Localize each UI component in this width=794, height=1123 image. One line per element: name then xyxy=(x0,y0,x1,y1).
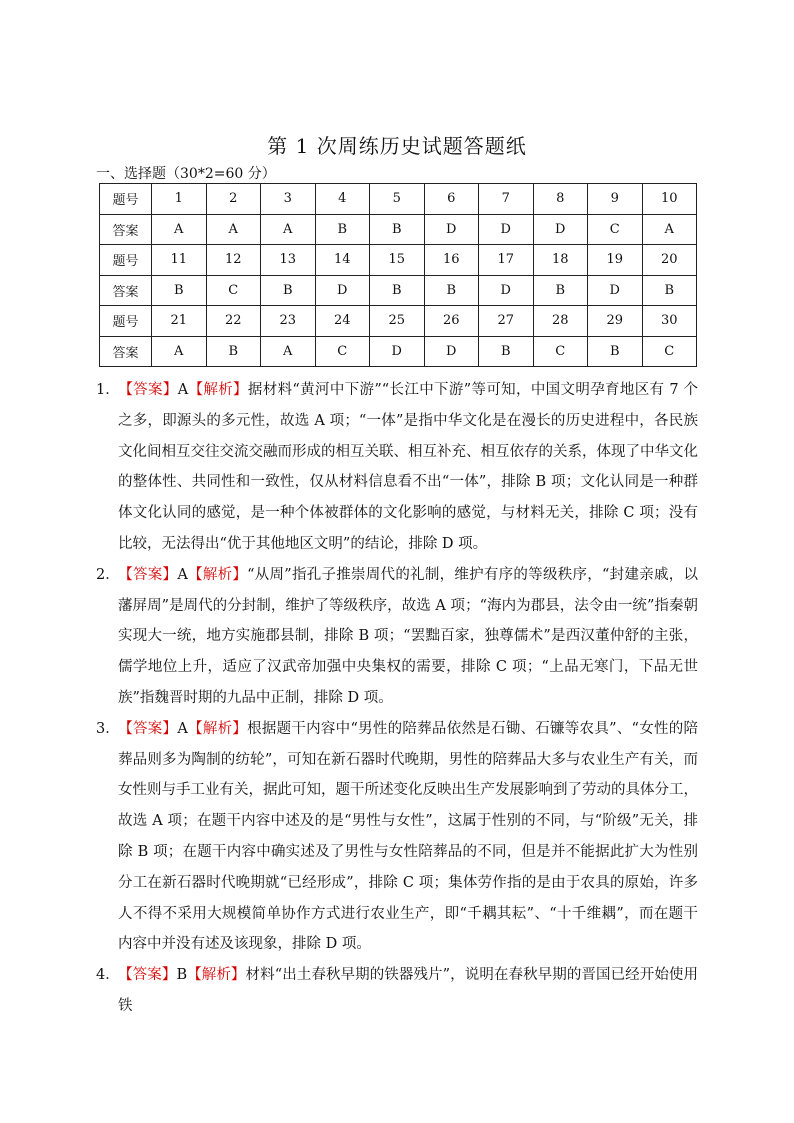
question-number-cell: 22 xyxy=(206,306,261,337)
answer-cell: C xyxy=(642,336,697,367)
answer-tag: 【答案】 xyxy=(118,566,178,583)
answer-cell: D xyxy=(533,214,588,245)
question-number-cell: 13 xyxy=(261,245,316,276)
question-number-cell: 19 xyxy=(588,245,643,276)
question-number-cell: 11 xyxy=(152,245,207,276)
answer-row xyxy=(100,336,697,367)
question-number-cell: 5 xyxy=(370,184,425,215)
analysis-tag: 【解析】 xyxy=(187,967,246,984)
question-number-cell: 12 xyxy=(206,245,261,276)
question-number-cell: 23 xyxy=(261,306,316,337)
answer-cell: C xyxy=(588,214,643,245)
explanation-text: 根据题干内容中“男性的陪葬品依然是石锄、石镰等农具”、“女性的陪葬品则多为陶制的纺轮”，可知在新石器时代晚期，男性的陪葬品大多与农业生产有关，而女性则与手工业有关，据此可知，题干所述变化反映出生产发展影响到了劳动的具体分工，故选 A 项；在题干内容中述及的是“男性与女性”，这属于性别的不同，与“阶级”无关，排除 B 项；在题干内容中确实述及了男性与女性陪葬品的不同，但是并不能据此扩大为性别分工在新石器时代晚期就“已经形成”，排除 C 项；集体劳作指的是由于农具的原始，许多人不得不采用大规模简单协作方式进行农业生产，即“千耦其耘”、“十千维耦”，而在题干内容中并没有述及该现象，排除 D 项。 xyxy=(118,720,698,953)
answer-cell: B xyxy=(479,336,534,367)
answer-row-header: 答案 xyxy=(100,275,152,306)
question-number-cell: 15 xyxy=(370,245,425,276)
question-number-cell: 16 xyxy=(424,245,479,276)
explanation-item xyxy=(96,960,698,1022)
answer-cell: D xyxy=(479,275,534,306)
answer-cell: B xyxy=(533,275,588,306)
answer-cell: A xyxy=(261,336,316,367)
answer-row-header: 答案 xyxy=(100,336,152,367)
question-number-cell: 2 xyxy=(206,184,261,215)
answer-cell: B xyxy=(642,275,697,306)
answer-cell: A xyxy=(152,336,207,367)
question-number-cell: 14 xyxy=(315,245,370,276)
question-number-cell: 27 xyxy=(479,306,534,337)
number-row xyxy=(100,245,697,276)
question-number: 3． xyxy=(96,720,120,737)
answer-cell: B xyxy=(370,214,425,245)
question-number-cell: 17 xyxy=(479,245,534,276)
answer-cell: B xyxy=(424,275,479,306)
answer-cell: B xyxy=(588,336,643,367)
explanation-item xyxy=(96,560,698,714)
question-number-cell: 30 xyxy=(642,306,697,337)
question-number-cell: 4 xyxy=(315,184,370,215)
explanations xyxy=(96,375,698,1022)
question-number-cell: 8 xyxy=(533,184,588,215)
page-title: 第 1 次周练历史试题答题纸 xyxy=(267,134,527,158)
answer-cell: A xyxy=(642,214,697,245)
answer-cell: D xyxy=(479,214,534,245)
answer-cell: D xyxy=(424,214,479,245)
answer-cell: C xyxy=(315,336,370,367)
answer-tag: 【答案】 xyxy=(118,720,178,737)
question-number-cell: 21 xyxy=(152,306,207,337)
answer-cell: A xyxy=(261,214,316,245)
answer-table-body xyxy=(100,184,697,367)
explanation-text: “从周”指孔子推崇周代的礼制，维护有序的等级秩序，“封建亲戚，以藩屏周”是周代的分封制，维护了等级秩序，故选 A 项；“海内为郡县，法令由一统”指秦朝实现大一统，地方实施郡县制，排除 B 项；“罢黜百家，独尊儒术”是西汉董仲舒的主张，儒学地位上升，适应了汉武帝加强中央集权的需要，排除 C 项；“上品无寒门，下品无世族”指魏晋时期的九品中正制，排除 D 项。 xyxy=(118,566,698,706)
question-number-cell: 10 xyxy=(642,184,697,215)
question-number-cell: 28 xyxy=(533,306,588,337)
answer-cell: C xyxy=(533,336,588,367)
analysis-tag: 【解析】 xyxy=(187,566,248,583)
answer-letter: A xyxy=(177,720,188,737)
question-number: 4． xyxy=(96,967,120,984)
question-number-cell: 26 xyxy=(424,306,479,337)
number-row xyxy=(100,306,697,337)
answer-letter: A xyxy=(177,382,189,398)
number-row-header: 题号 xyxy=(100,245,152,276)
question-number-cell: 24 xyxy=(315,306,370,337)
answer-cell: B xyxy=(315,214,370,245)
explanation-text: 据材料“黄河中下游”“长江中下游”等可知，中国文明孕育地区有 7 个之多，即源头的多元性，故选 A 项；“一体”是指中华文化是在漫长的历史进程中，各民族文化间相互交往交流交融而形成的相互关联、相互补充、相互依存的关系，体现了中华文化的整体性、共同性和一致性，仅从材料信息看不出“一体”，排除 B 项；文化认同是一种群体文化认同的感觉，是一种个体被群体的文化影响的感觉，与材料无关，排除 C 项；没有比较，无法得出“优于其他地区文明”的结论，排除 D 项。 xyxy=(118,382,699,552)
explanation-text: 材料“出土春秋早期的铁器残片”，说明在春秋早期的晋国已经开始使用铁 xyxy=(118,967,699,1014)
number-row xyxy=(100,184,697,215)
question-number-cell: 1 xyxy=(152,184,207,215)
explanation-item xyxy=(96,714,698,960)
number-row-header: 题号 xyxy=(100,184,152,215)
explanation-item xyxy=(96,375,698,560)
answer-cell: B xyxy=(206,336,261,367)
answer-cell: C xyxy=(206,275,261,306)
answer-row xyxy=(100,214,697,245)
answer-cell: B xyxy=(370,275,425,306)
question-number-cell: 20 xyxy=(642,245,697,276)
answer-row xyxy=(100,275,697,306)
answer-row-header: 答案 xyxy=(100,214,152,245)
answer-cell: A xyxy=(206,214,261,245)
question-number-cell: 6 xyxy=(424,184,479,215)
question-number: 2． xyxy=(96,566,120,583)
question-number-cell: 25 xyxy=(370,306,425,337)
analysis-tag: 【解析】 xyxy=(188,382,248,398)
answer-cell: D xyxy=(424,336,479,367)
answer-letter: B xyxy=(176,967,188,984)
answer-cell: A xyxy=(152,214,207,245)
question-number-cell: 3 xyxy=(261,184,316,215)
answer-cell: B xyxy=(152,275,207,306)
answer-tag: 【答案】 xyxy=(118,967,177,984)
question-number-cell: 29 xyxy=(588,306,643,337)
answer-cell: D xyxy=(315,275,370,306)
section-heading: 一、选择题（30*2=60 分） xyxy=(96,166,276,182)
number-row-header: 题号 xyxy=(100,306,152,337)
question-number-cell: 7 xyxy=(479,184,534,215)
analysis-tag: 【解析】 xyxy=(187,720,248,737)
answer-cell: B xyxy=(261,275,316,306)
question-number: 1． xyxy=(96,382,120,398)
answer-cell: D xyxy=(370,336,425,367)
answer-table xyxy=(99,183,697,367)
answer-cell: D xyxy=(588,275,643,306)
answer-letter: A xyxy=(177,566,188,583)
question-number-cell: 18 xyxy=(533,245,588,276)
answer-tag: 【答案】 xyxy=(118,382,178,398)
question-number-cell: 9 xyxy=(588,184,643,215)
